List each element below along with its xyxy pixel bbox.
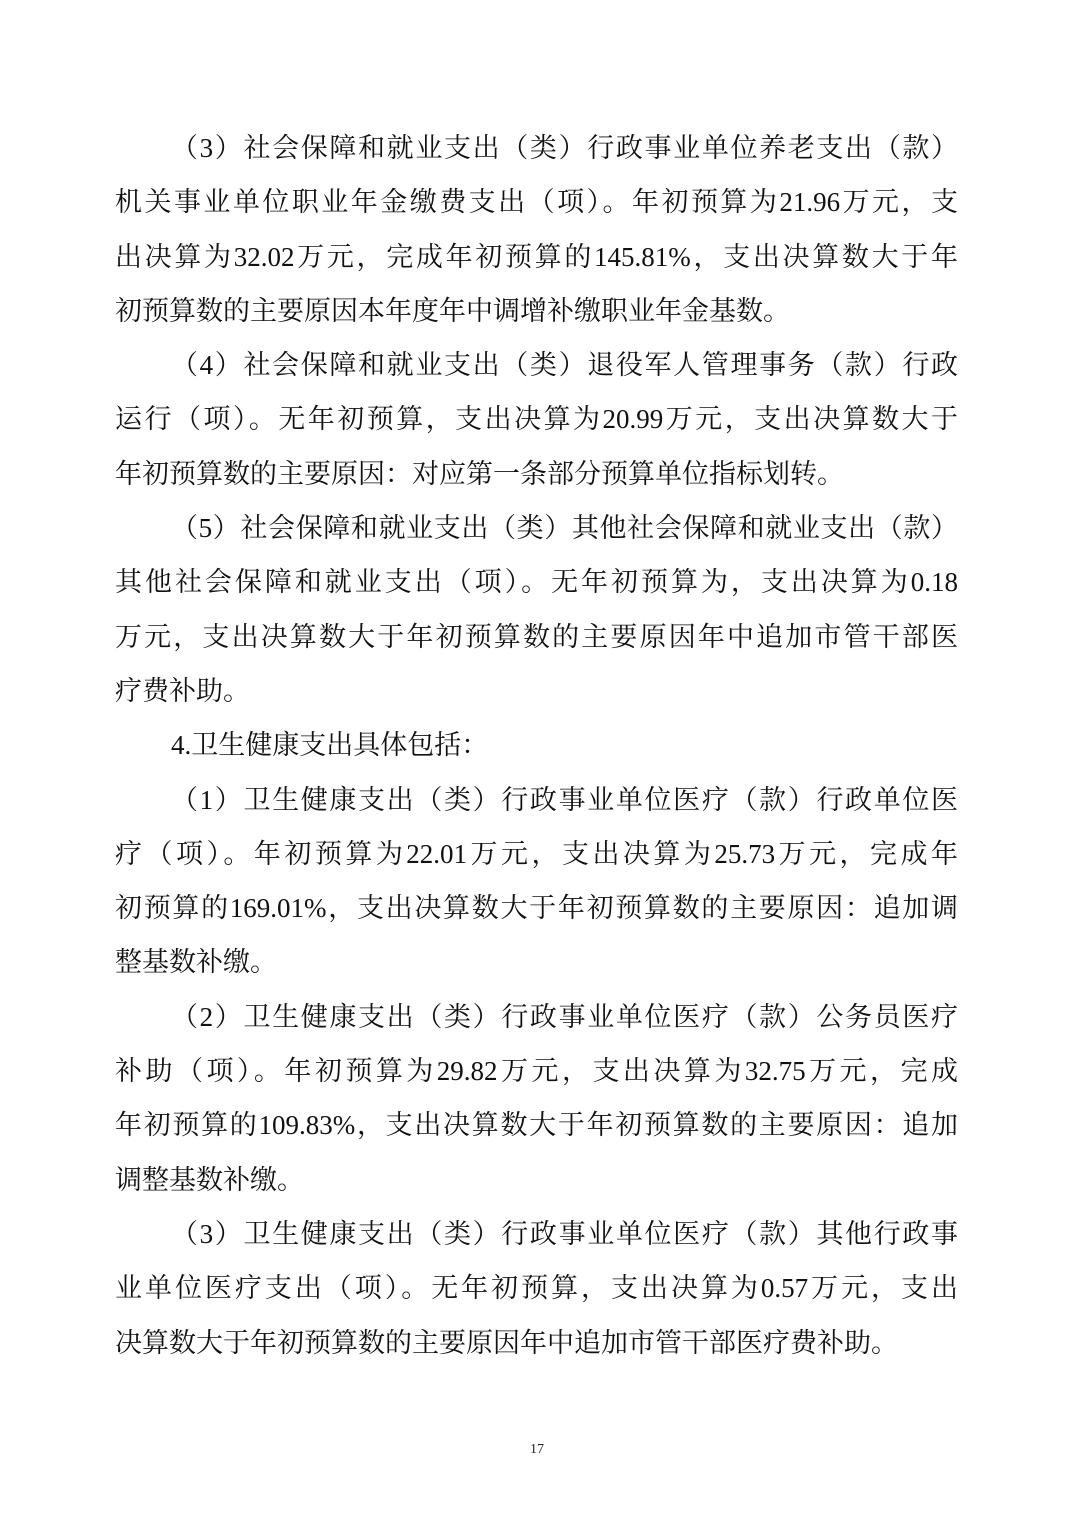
paragraph [115,778,958,995]
paragraph [115,126,958,343]
paragraph [115,343,958,506]
text-line: 其他社会保障和就业支出（项）。无年初预算为，支出决算为0.18 [115,567,958,598]
document-body [115,126,958,1375]
text-line: 调整基数补缴。 [115,1164,304,1195]
text-line: 年初预算数的主要原因：对应第一条部分预算单位指标划转。 [115,458,844,489]
text-line: 机关事业单位职业年金缴费支出（项）。年初预算为21.96万元，支 [115,187,958,218]
text-line: 决算数大于年初预算数的主要原因年中追加市管干部医疗费补助。 [115,1327,898,1358]
paragraph [115,506,958,723]
text-line: 年初预算的109.83%，支出决算数大于年初预算数的主要原因：追加 [115,1110,958,1141]
paragraph [115,995,958,1212]
text-line: 4.卫生健康支出具体包括： [171,730,489,761]
text-line: （3）卫生健康支出（类）行政事业单位医疗（款）其他行政事 [171,1218,958,1249]
text-line: 补助（项）。年初预算为29.82万元，支出决算为32.75万元，完成 [115,1056,958,1087]
text-line: （3）社会保障和就业支出（类）行政事业单位养老支出（款） [171,133,958,163]
text-line: 出决算为32.02万元，完成年初预算的145.81%，支出决算数大于年 [115,241,958,272]
text-line: 疗（项）。年初预算为22.01万元，支出决算为25.73万元，完成年 [115,838,958,869]
page-number: 17 [530,1442,544,1457]
text-line: （5）社会保障和就业支出（类）其他社会保障和就业支出（款） [171,513,958,544]
text-line: （2）卫生健康支出（类）行政事业单位医疗（款）公务员医疗 [171,1001,958,1032]
text-line: （1）卫生健康支出（类）行政事业单位医疗（款）行政单位医 [171,784,958,815]
text-line: 整基数补缴。 [115,947,277,978]
text-line: 初预算的169.01%，支出决算数大于年初预算数的主要原因：追加调 [115,893,958,924]
paragraph [115,1212,958,1375]
text-line: 运行（项）。无年初预算，支出决算为20.99万元，支出决算数大于 [115,404,958,435]
text-line: 疗费补助。 [115,675,250,706]
text-line: 初预算数的主要原因本年度年中调增补缴职业年金基数。 [115,295,790,326]
text-line: 万元，支出决算数大于年初预算数的主要原因年中追加市管干部医 [115,621,958,652]
paragraph [115,723,958,777]
text-line: 业单位医疗支出（项）。无年初预算，支出决算为0.57万元，支出 [115,1273,958,1304]
text-line: （4）社会保障和就业支出（类）退役军人管理事务（款）行政 [171,350,958,381]
